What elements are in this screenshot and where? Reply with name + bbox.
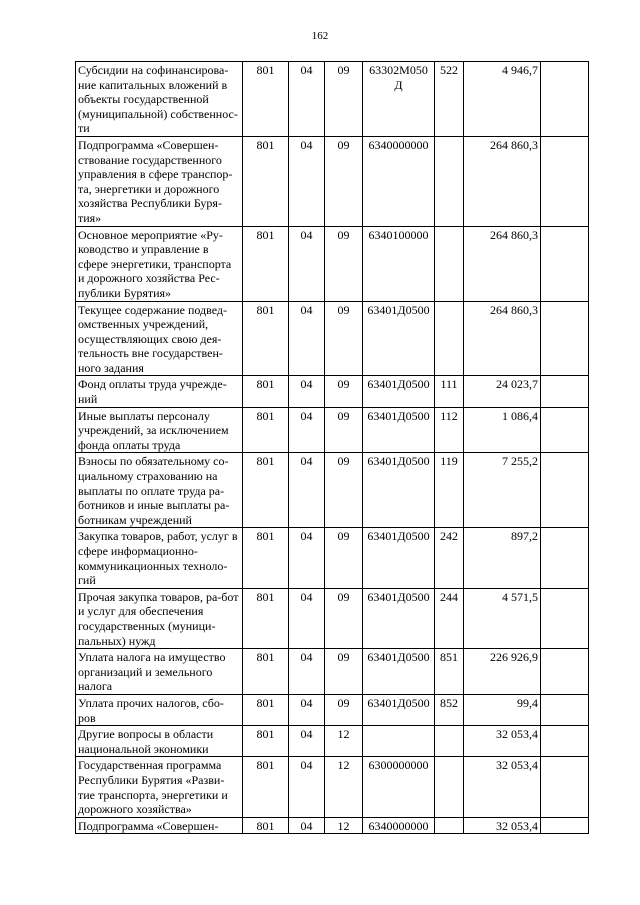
- row-subsection-cell: 09: [325, 301, 363, 376]
- row-grbs-cell: 801: [243, 817, 289, 834]
- row-subsection-cell: 09: [325, 62, 363, 137]
- row-grbs-cell: 801: [243, 301, 289, 376]
- row-grbs-cell: 801: [243, 226, 289, 301]
- row-subsection-cell: 09: [325, 226, 363, 301]
- row-subsection-cell: 09: [325, 528, 363, 588]
- row-extra-cell: [541, 301, 589, 376]
- row-subsection-cell: 09: [325, 376, 363, 407]
- row-subsection-cell: 12: [325, 817, 363, 834]
- row-amount-cell: 897,2: [464, 528, 541, 588]
- row-grbs-cell: 801: [243, 136, 289, 226]
- page-number: 162: [311, 30, 329, 42]
- row-target-article-cell: 6300000000: [363, 757, 435, 817]
- row-amount-cell: 24 023,7: [464, 376, 541, 407]
- row-amount-cell: 264 860,3: [464, 136, 541, 226]
- row-extra-cell: [541, 817, 589, 834]
- row-target-article-cell: 63401Д0500: [363, 649, 435, 695]
- row-name-cell: Другие вопросы в области национальной экономики: [76, 726, 243, 757]
- table-row: [76, 649, 589, 695]
- row-name-cell: Уплата налога на имущество организаций и земельного налога: [76, 649, 243, 695]
- table-row: [76, 301, 589, 376]
- table-row: [76, 407, 589, 453]
- row-section-cell: 04: [289, 588, 325, 648]
- row-extra-cell: [541, 407, 589, 453]
- row-section-cell: 04: [289, 757, 325, 817]
- row-section-cell: 04: [289, 376, 325, 407]
- row-expense-type-cell: 244: [435, 588, 464, 648]
- row-target-article-cell: 6340100000: [363, 226, 435, 301]
- row-subsection-cell: 09: [325, 694, 363, 725]
- row-section-cell: 04: [289, 226, 325, 301]
- row-subsection-cell: 12: [325, 726, 363, 757]
- row-expense-type-cell: 112: [435, 407, 464, 453]
- row-extra-cell: [541, 62, 589, 137]
- table-row: [76, 757, 589, 817]
- row-target-article-cell: 6340000000: [363, 817, 435, 834]
- row-amount-cell: 7 255,2: [464, 453, 541, 528]
- row-expense-type-cell: 242: [435, 528, 464, 588]
- row-expense-type-cell: [435, 301, 464, 376]
- row-amount-cell: 32 053,4: [464, 817, 541, 834]
- row-expense-type-cell: 111: [435, 376, 464, 407]
- row-subsection-cell: 09: [325, 453, 363, 528]
- row-section-cell: 04: [289, 726, 325, 757]
- row-extra-cell: [541, 757, 589, 817]
- row-grbs-cell: 801: [243, 694, 289, 725]
- row-name-cell: Закупка товаров, работ, услуг в сфере информационно-коммуникационных техноло-гий: [76, 528, 243, 588]
- row-target-article-cell: [363, 726, 435, 757]
- row-extra-cell: [541, 588, 589, 648]
- row-name-cell: Прочая закупка товаров, ра-бот и услуг для обеспечения государственных (муници-пальных) нужд: [76, 588, 243, 648]
- row-extra-cell: [541, 694, 589, 725]
- row-amount-cell: 264 860,3: [464, 301, 541, 376]
- row-expense-type-cell: [435, 226, 464, 301]
- row-extra-cell: [541, 376, 589, 407]
- row-section-cell: 04: [289, 62, 325, 137]
- row-target-article-cell: 63302М050 Д: [363, 62, 435, 137]
- row-subsection-cell: 12: [325, 757, 363, 817]
- row-section-cell: 04: [289, 528, 325, 588]
- row-target-article-cell: 63401Д0500: [363, 588, 435, 648]
- row-amount-cell: 32 053,4: [464, 726, 541, 757]
- table-row: [76, 453, 589, 528]
- table-row: [76, 136, 589, 226]
- row-grbs-cell: 801: [243, 528, 289, 588]
- row-name-cell: Подпрограмма «Совершен-ствование государственного управления в сфере транспор-та, энергетики и дорожного хозяйства Республики Буря-тия»: [76, 136, 243, 226]
- row-amount-cell: 1 086,4: [464, 407, 541, 453]
- row-section-cell: 04: [289, 453, 325, 528]
- row-extra-cell: [541, 226, 589, 301]
- table-row: [76, 588, 589, 648]
- row-subsection-cell: 09: [325, 407, 363, 453]
- row-expense-type-cell: [435, 726, 464, 757]
- row-extra-cell: [541, 726, 589, 757]
- row-section-cell: 04: [289, 301, 325, 376]
- row-expense-type-cell: [435, 817, 464, 834]
- row-expense-type-cell: [435, 757, 464, 817]
- row-amount-cell: 4 571,5: [464, 588, 541, 648]
- table-row: [76, 376, 589, 407]
- row-extra-cell: [541, 528, 589, 588]
- row-section-cell: 04: [289, 817, 325, 834]
- row-subsection-cell: 09: [325, 649, 363, 695]
- row-extra-cell: [541, 136, 589, 226]
- row-target-article-cell: 6340000000: [363, 136, 435, 226]
- row-amount-cell: 32 053,4: [464, 757, 541, 817]
- row-name-cell: Уплата прочих налогов, сбо-ров: [76, 694, 243, 725]
- row-expense-type-cell: 851: [435, 649, 464, 695]
- row-name-cell: Текущее содержание подвед-омственных учреждений, осуществляющих свою дея-тельность вне государствен-ного задания: [76, 301, 243, 376]
- table-row: [76, 817, 589, 834]
- row-section-cell: 04: [289, 407, 325, 453]
- row-section-cell: 04: [289, 694, 325, 725]
- row-extra-cell: [541, 453, 589, 528]
- row-grbs-cell: 801: [243, 588, 289, 648]
- table-row: [76, 694, 589, 725]
- row-amount-cell: 226 926,9: [464, 649, 541, 695]
- row-amount-cell: 4 946,7: [464, 62, 541, 137]
- row-expense-type-cell: 119: [435, 453, 464, 528]
- row-name-cell: Взносы по обязательному со-циальному страхованию на выплаты по оплате труда ра-ботников и иные выплаты ра-ботникам учреждений: [76, 453, 243, 528]
- row-grbs-cell: 801: [243, 453, 289, 528]
- row-expense-type-cell: 522: [435, 62, 464, 137]
- table-row: [76, 726, 589, 757]
- row-name-cell: Основное мероприятие «Ру-ководство и управление в сфере энергетики, транспорта и дорожного хозяйства Рес-публики Бурятия»: [76, 226, 243, 301]
- row-expense-type-cell: [435, 136, 464, 226]
- row-target-article-cell: 63401Д0500: [363, 528, 435, 588]
- row-name-cell: Иные выплаты персоналу учреждений, за исключением фонда оплаты труда: [76, 407, 243, 453]
- row-name-cell: Подпрограмма «Совершен-: [76, 817, 243, 834]
- table-row: [76, 226, 589, 301]
- row-target-article-cell: 63401Д0500: [363, 694, 435, 725]
- row-name-cell: Фонд оплаты труда учрежде-ний: [76, 376, 243, 407]
- row-name-cell: Субсидии на софинансирова-ние капитальных вложений в объекты государственной (муниципальной) собственнос-ти: [76, 62, 243, 137]
- row-subsection-cell: 09: [325, 588, 363, 648]
- table-row: [76, 62, 589, 137]
- row-expense-type-cell: 852: [435, 694, 464, 725]
- row-grbs-cell: 801: [243, 649, 289, 695]
- row-name-cell: Государственная программа Республики Бурятия «Разви-тие транспорта, энергетики и дорожного хозяйства»: [76, 757, 243, 817]
- row-grbs-cell: 801: [243, 62, 289, 137]
- row-grbs-cell: 801: [243, 726, 289, 757]
- row-grbs-cell: 801: [243, 376, 289, 407]
- budget-table: [75, 61, 589, 834]
- row-target-article-cell: 63401Д0500: [363, 376, 435, 407]
- row-grbs-cell: 801: [243, 407, 289, 453]
- row-amount-cell: 264 860,3: [464, 226, 541, 301]
- row-target-article-cell: 63401Д0500: [363, 301, 435, 376]
- row-target-article-cell: 63401Д0500: [363, 407, 435, 453]
- row-amount-cell: 99,4: [464, 694, 541, 725]
- row-grbs-cell: 801: [243, 757, 289, 817]
- row-extra-cell: [541, 649, 589, 695]
- row-target-article-cell: 63401Д0500: [363, 453, 435, 528]
- row-section-cell: 04: [289, 649, 325, 695]
- row-section-cell: 04: [289, 136, 325, 226]
- table-row: [76, 528, 589, 588]
- row-subsection-cell: 09: [325, 136, 363, 226]
